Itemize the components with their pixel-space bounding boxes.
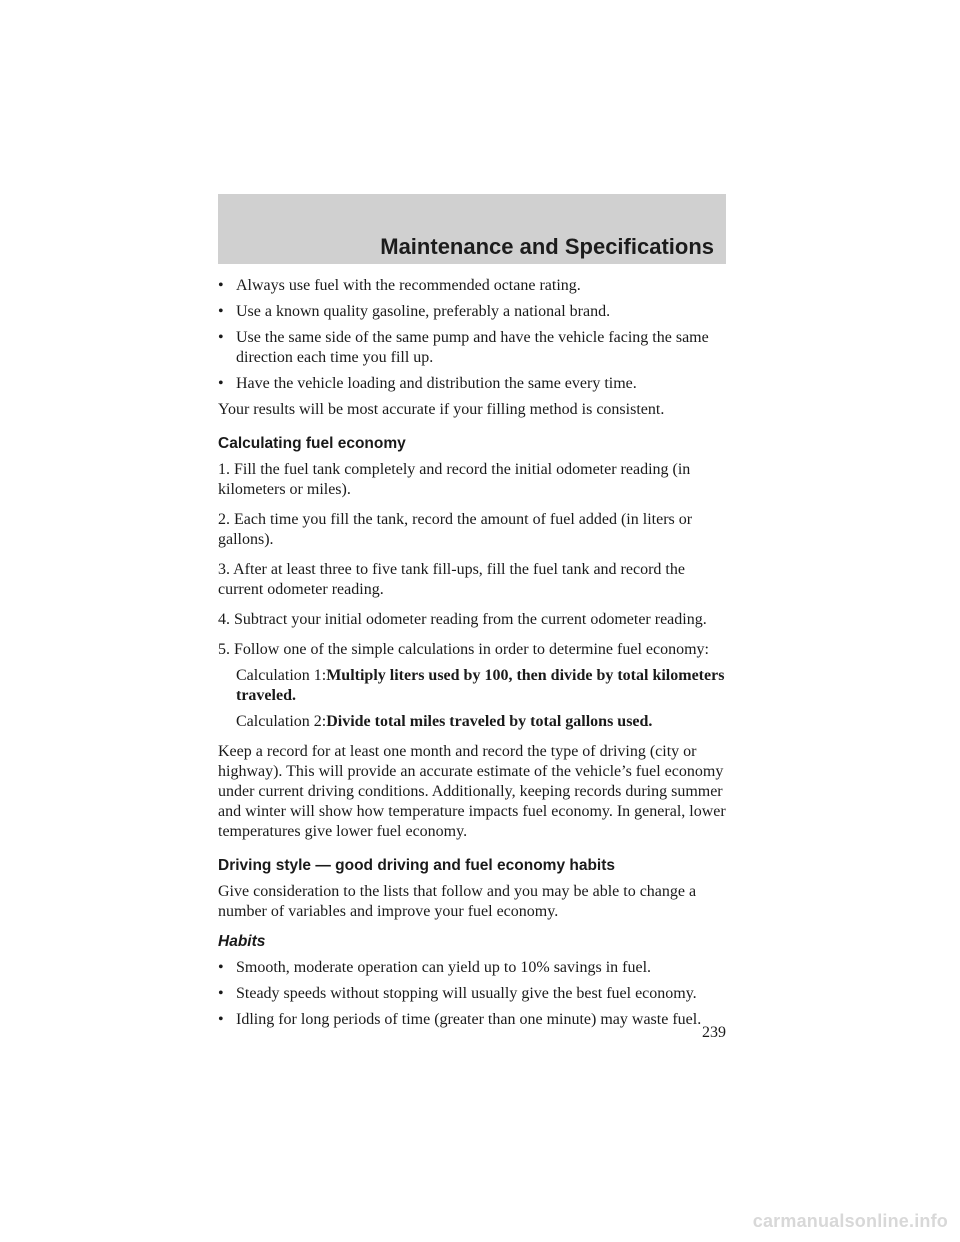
bullet-icon: • (218, 303, 224, 320)
bullet-icon: • (218, 329, 224, 346)
record-paragraph: Keep a record for at least one month and record the type of driving (city or highway). This will provide an accurate estimate of the vehicle’s fuel economy under current driving conditions. Additionally, keeping records during summer and winter will show how temperature impacts fuel economy. In general, lower temperatures give lower fuel economy. (218, 743, 726, 840)
bullet-text: Always use fuel with the recommended octane rating. (236, 277, 581, 294)
list-item (218, 302, 728, 322)
driving-style-heading: Driving style — good driving and fuel economy habits (218, 857, 616, 874)
bullet-icon: • (218, 375, 224, 392)
bullet-text: Idling for long periods of time (greater than one minute) may waste fuel. (236, 1011, 702, 1028)
step-4: 4. Subtract your initial odometer reading from the current odometer reading. (218, 611, 707, 628)
bullet-icon: • (218, 1011, 224, 1028)
section-header-band (218, 194, 726, 264)
list-item (218, 958, 728, 978)
list-item (218, 374, 728, 394)
step-2: 2. Each time you fill the tank, record the amount of fuel added (in liters or gallons). (218, 511, 693, 548)
watermark-text: carmanualsonline.info (752, 1211, 948, 1231)
list-item (218, 1010, 728, 1030)
step-3: 3. After at least three to five tank fill-ups, fill the fuel tank and record the current odometer reading. (218, 561, 685, 598)
bullet-icon: • (218, 985, 224, 1002)
bullet-text: Steady speeds without stopping will usually give the best fuel economy. (236, 985, 697, 1002)
step-5: 5. Follow one of the simple calculations in order to determine fuel economy: (218, 641, 709, 658)
section-title: Maintenance and Specifications (380, 234, 714, 259)
calculating-heading: Calculating fuel economy (218, 435, 406, 452)
habits-heading: Habits (218, 933, 266, 950)
bullet-icon: • (218, 277, 224, 294)
driving-style-intro: Give consideration to the lists that follow and you may be able to change a number of variables and improve your fuel economy. (218, 883, 697, 920)
consistency-paragraph: Your results will be most accurate if your filling method is consistent. (218, 401, 665, 418)
calculation-1 (236, 666, 728, 706)
calculation-2-label: Calculation 2: (236, 713, 327, 730)
list-item (218, 984, 728, 1004)
list-item (218, 328, 728, 368)
bullet-text: Smooth, moderate operation can yield up to 10% savings in fuel. (236, 959, 652, 976)
bullet-text: Have the vehicle loading and distribution the same every time. (236, 375, 637, 392)
bullet-text: Use a known quality gasoline, preferably a national brand. (236, 303, 611, 320)
list-item (218, 276, 728, 296)
calculation-1-text: Multiply liters used by 100, then divide by total kilometers traveled. (236, 667, 725, 704)
calculation-1-label: Calculation 1: (236, 667, 327, 684)
page-number: 239 (702, 1024, 726, 1041)
calculation-2 (236, 712, 728, 732)
calculation-2-text: Divide total miles traveled by total gallons used. (326, 713, 653, 730)
bullet-icon: • (218, 959, 224, 976)
bullet-text: Use the same side of the same pump and have the vehicle facing the same direction each time you fill up. (236, 329, 709, 366)
page-content (218, 276, 728, 1036)
step-1: 1. Fill the fuel tank completely and record the initial odometer reading (in kilometers or miles). (218, 461, 691, 498)
